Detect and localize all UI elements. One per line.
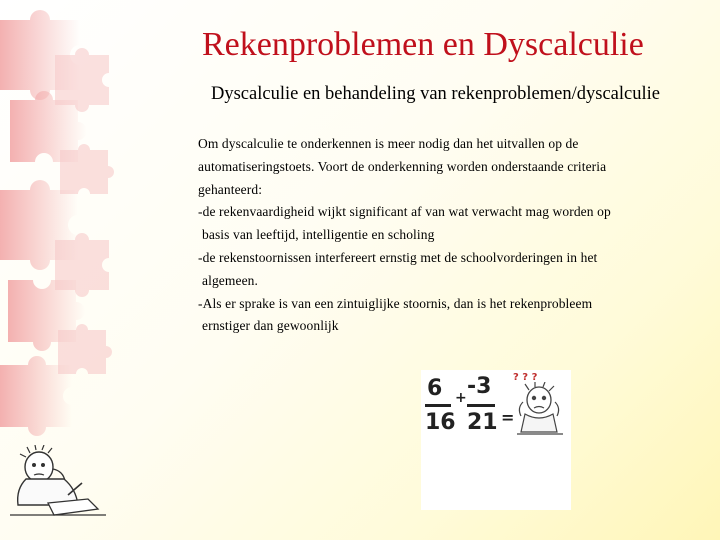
slide-subtitle: Dyscalculie en behandeling van rekenproblemen/dyscalculie — [211, 84, 660, 104]
body-line: basis van leeftijd, intelligentie en scholing — [202, 227, 435, 243]
confused-student-icon — [513, 382, 567, 438]
body-line: gehanteerd: — [198, 181, 263, 197]
body-line: -de rekenstoornissen interfereert ernstig met de schoolvorderingen in het — [198, 249, 598, 265]
fraction-denominator: 21 — [467, 410, 498, 435]
fraction-denominator: 16 — [425, 410, 456, 435]
fraction-illustration — [421, 370, 571, 510]
fraction-bar — [425, 404, 451, 407]
fraction-numerator: 6 — [427, 376, 443, 401]
equals-sign: = — [501, 408, 515, 427]
body-text — [198, 133, 698, 338]
body-line: automatiseringstoets. Voort de onderkenning worden onderstaande criteria — [198, 158, 607, 174]
body-line: -de rekenvaardigheid wijkt significant af van wat verwacht mag worden op — [198, 204, 611, 220]
body-line: algemeen. — [202, 272, 258, 288]
question-marks: ? ? ? — [513, 372, 538, 383]
fraction-numerator: -3 — [467, 374, 492, 399]
fraction-bar — [467, 404, 495, 407]
slide-title: Rekenproblemen en Dyscalculie — [202, 26, 644, 63]
plus-sign: + — [455, 390, 467, 406]
body-line: ernstiger dan gewoonlijk — [202, 318, 339, 334]
body-line: Om dyscalculie te onderkennen is meer nodig dan het uitvallen op de — [198, 136, 579, 151]
body-line: -Als er sprake is van een zintuiglijke stoornis, dan is het rekenprobleem — [198, 295, 593, 311]
thinking-student-icon — [8, 445, 108, 525]
